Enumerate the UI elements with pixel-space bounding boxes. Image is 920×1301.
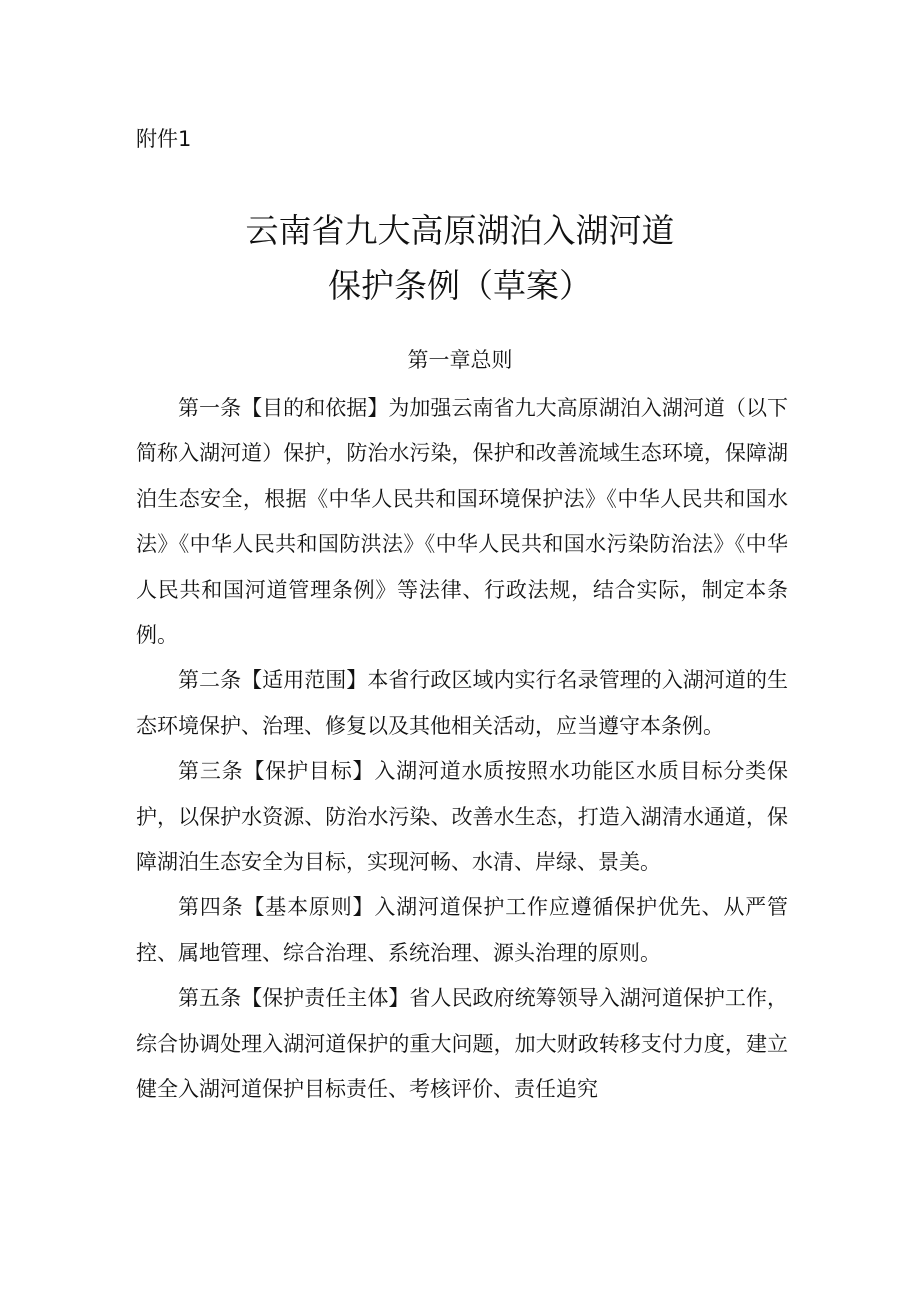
article-3: 第三条【保护目标】入湖河道水质按照水功能区水质目标分类保护，以保护水资源、防治水污染、改善水生态，打造入湖清水通道，保障湖泊生态安全为目标，实现河畅、水清、岸绿、景美。 bbox=[136, 759, 788, 875]
chapter-heading: 第一章总则 bbox=[407, 348, 513, 372]
attachment-label: 附件1 bbox=[136, 127, 192, 151]
article-2: 第二条【适用范围】本省行政区域内实行名录管理的入湖河道的生态环境保护、治理、修复以及其他相关活动，应当遵守本条例。 bbox=[136, 668, 788, 738]
article-1: 第一条【目的和依据】为加强云南省九大高原湖泊入湖河道（以下简称入湖河道）保护，防治水污染，保护和改善流域生态环境，保障湖泊生态安全，根据《中华人民共和国环境保护法》《中华人民共和国水法》《中华人民共和国防洪法》《中华人民共和国水污染防治法》《中华人民共和国河道管理条例》等法律、行政法规，结合实际，制定本条例。 bbox=[136, 396, 788, 648]
title-line-1: 云南省九大高原湖泊入湖河道 bbox=[245, 211, 675, 250]
article-5: 第五条【保护责任主体】省人民政府统筹领导入湖河道保护工作，综合协调处理入湖河道保护的重大问题，加大财政转移支付力度，建立健全入湖河道保护目标责任、考核评价、责任追究 bbox=[136, 986, 788, 1102]
article-4: 第四条【基本原则】入湖河道保护工作应遵循保护优先、从严管控、属地管理、综合治理、系统治理、源头治理的原则。 bbox=[136, 895, 788, 965]
title-line-2: 保护条例（草案） bbox=[328, 266, 592, 305]
document-title bbox=[0, 203, 920, 313]
document-body bbox=[136, 386, 788, 1113]
